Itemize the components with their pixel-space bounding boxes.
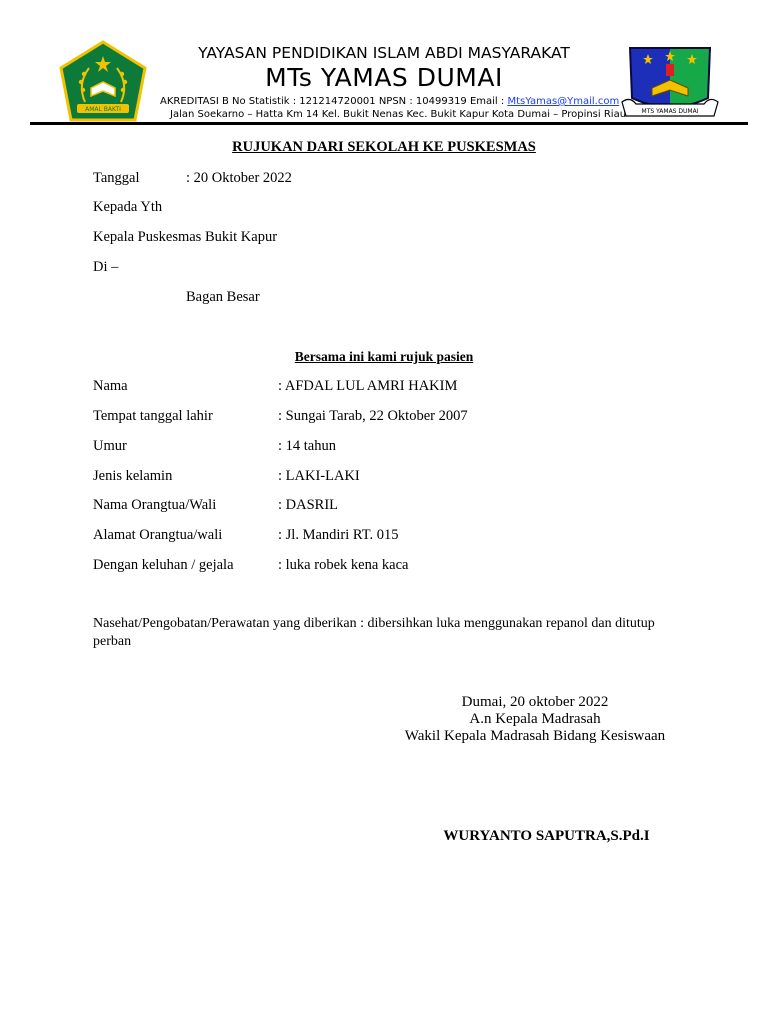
complaint-label: Dengan keluhan / gejala (93, 557, 234, 573)
signature-block (400, 694, 670, 745)
patient-gender-value: : LAKI-LAKI (278, 468, 360, 484)
svg-text:AMAL BAKTI: AMAL BAKTI (85, 106, 121, 113)
guardian-address-label: Alamat Orangtua/wali (93, 527, 223, 543)
date-label: Tanggal (93, 170, 140, 186)
patient-birth-value: : Sungai Tarab, 22 Oktober 2007 (278, 408, 468, 424)
signer-name: WURYANTO SAPUTRA,S.Pd.I (443, 828, 650, 844)
patient-name-label: Nama (93, 378, 128, 394)
accreditation-line (160, 96, 619, 107)
recipient-di: Di – (93, 259, 119, 275)
patient-name-value: : AFDAL LUL AMRI HAKIM (278, 378, 458, 394)
email-link[interactable]: MtsYamas@Ymail.com (507, 96, 620, 107)
school-name: MTs YAMAS DUMAI (265, 63, 503, 92)
signature-on-behalf: A.n Kepala Madrasah (469, 711, 601, 727)
referral-subtitle: Bersama ini kami rujuk pasien (294, 349, 474, 364)
foundation-name: YAYASAN PENDIDIKAN ISLAM ABDI MASYARAKAT (198, 44, 570, 62)
signature-position: Wakil Kepala Madrasah Bidang Kesiswaan (404, 728, 666, 744)
signature-place-date: Dumai, 20 oktober 2022 (461, 694, 609, 710)
patient-birth-label: Tempat tanggal lahir (93, 408, 213, 424)
date-value: : 20 Oktober 2022 (186, 170, 292, 186)
patient-gender-label: Jenis kelamin (93, 468, 173, 484)
recipient-place: Bagan Besar (186, 289, 260, 305)
recipient-greeting: Kepada Yth (93, 199, 163, 215)
guardian-name-label: Nama Orangtua/Wali (93, 497, 217, 513)
svg-text:MTS YAMAS DUMAI: MTS YAMAS DUMAI (641, 108, 699, 115)
recipient-name: Kepala Puskesmas Bukit Kapur (93, 229, 278, 245)
treatment-advice: Nasehat/Pengobatan/Perawatan yang diberikan : dibersihkan luka menggunakan repanol dan ditutup perban (93, 616, 655, 649)
letterhead-divider (30, 122, 748, 125)
guardian-name-value: : DASRIL (278, 497, 339, 513)
patient-age-value: : 14 tahun (278, 438, 336, 454)
patient-age-label: Umur (93, 438, 127, 454)
accreditation-text: AKREDITASI B No Statistik : 121214720001 NPSN : 10499319 Email : (160, 96, 508, 107)
complaint-value: : luka robek kena kaca (278, 557, 409, 573)
letter-title: RUJUKAN DARI SEKOLAH KE PUSKESMAS (232, 139, 536, 155)
guardian-address-value: : Jl. Mandiri RT. 015 (278, 527, 399, 543)
school-address: Jalan Soekarno – Hatta Km 14 Kel. Bukit Nenas Kec. Bukit Kapur Kota Dumai – Propinsi Riau (170, 109, 627, 120)
